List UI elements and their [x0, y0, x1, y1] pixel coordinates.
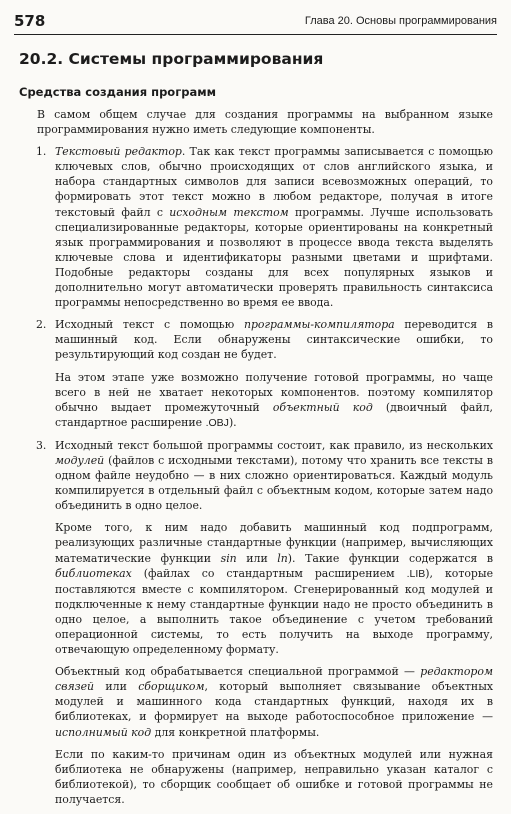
- list-item-compiler: [19, 317, 493, 362]
- libraries-paragraph: Кроме того, к ним надо добавить машинный код подпрограмм, реализующих различные стандартные функции (например, вычисляющих математические функции sin или ln). Такие функции содержатся в библиотеках (файлах со стандартным расширением .LIB), которые поставляются вместе с компилятором. Сгенерированный код модулей и подключенные к нему стандартные функции надо не просто объединить в одно целое, а выполнить такое объединение с учетом требований операционной системы, то есть получить на выходе программу, отвечающую определенному формату.: [55, 521, 494, 657]
- error-paragraph: Если по каким-то причинам один из объектных модулей или нужная библиотека не обнаружены (например, неправильно указан каталог с библиотекой), то сборщик сообщает об ошибке и готовой программы не получается.: [55, 747, 493, 806]
- term-source-text: исходным текстом: [169, 205, 289, 219]
- page-header: [14, 10, 497, 35]
- item-text: Исходный текст с помощью: [55, 318, 244, 332]
- fn-sin: sin: [220, 551, 237, 565]
- term-libraries: библиотеках: [55, 566, 132, 580]
- ext-obj: .OBJ: [205, 416, 229, 429]
- fn-ln: ln: [277, 551, 288, 565]
- intro-paragraph: В самом общем случае для создания программы на выбранном языке программирования нужно иметь следующие компоненты.: [37, 108, 493, 137]
- term-link-editor: редактором связей: [55, 665, 493, 694]
- item-text: переводится в машинный код. Если обнаружены синтаксические ошибки, то результирующий код создан не будет.: [55, 318, 493, 362]
- section-title: 20.2. Системы программирования: [19, 50, 324, 68]
- term-executable-code: исполнимый код: [55, 725, 152, 739]
- list-number: 2.: [36, 318, 47, 332]
- linker-paragraph: Объектный код обрабатывается специальной программой — редактором связей или сборщиком, который выполняет связывание объектных модулей и машинного кода стандартных функций, находя их в библиотеках, и формирует на выходе работоспособное приложение — исполнимый код для конкретной платформы.: [55, 665, 494, 739]
- running-chapter-title: Глава 20. Основы программирования: [304, 15, 497, 27]
- list-number: 3.: [36, 438, 47, 452]
- list-number: 1.: [36, 145, 47, 159]
- item-text: . Так как текст программы записывается с помощью ключевых слов, обычно происходящих от слов английского языка, и набора стандартных символов для записи всевозможных операций, то формировать этот текст можно в любом редакторе, получая в итоге текстовый файл с: [55, 145, 493, 219]
- subsection-title: Средства создания программ: [19, 85, 216, 99]
- term-text-editor: Текстовый редактор: [55, 145, 182, 159]
- item-text: Исходный текст большой программы состоит, как правило, из нескольких: [55, 438, 493, 452]
- item-text: (файлов с исходными текстами), потому что хранить все тексты в одном файле неудобно — в них сложно ориентироваться. Каждый модуль компилируется в отдельный файл с объектным кодом, которые затем надо объединить в одно целое.: [55, 453, 493, 513]
- page-body: [19, 107, 493, 814]
- item-text: программы. Лучше использовать специализированные редакторы, которые ориентированы на конкретный язык программирования и позволяют в процессе ввода текста выделять ключевые слова и идентификаторы разными цветами и шрифтами. Подобные редакторы созданы для всех популярных языков и дополнительно могут автоматически проверять правильность синтаксиса программы непосредственно во время ее ввода.: [55, 205, 493, 310]
- stage-note-paragraph: На этом этапе уже возможно получение готовой программы, но чаще всего в ней не хватает некоторых компонентов. поэтому компилятор обычно выдает промежуточный объектный код (двоичный файл, стандартное расширение .OBJ).: [55, 370, 493, 429]
- ext-lib: .LIB: [406, 567, 426, 580]
- list-item-modules: [19, 438, 493, 513]
- term-linker: сборщиком: [138, 680, 205, 694]
- page-number: 578: [14, 12, 46, 30]
- term-modules: модулей: [55, 453, 105, 467]
- term-object-code: объектный код: [272, 400, 373, 414]
- term-compiler: программы-компилятора: [243, 318, 395, 332]
- list-item-text-editor: [19, 144, 493, 310]
